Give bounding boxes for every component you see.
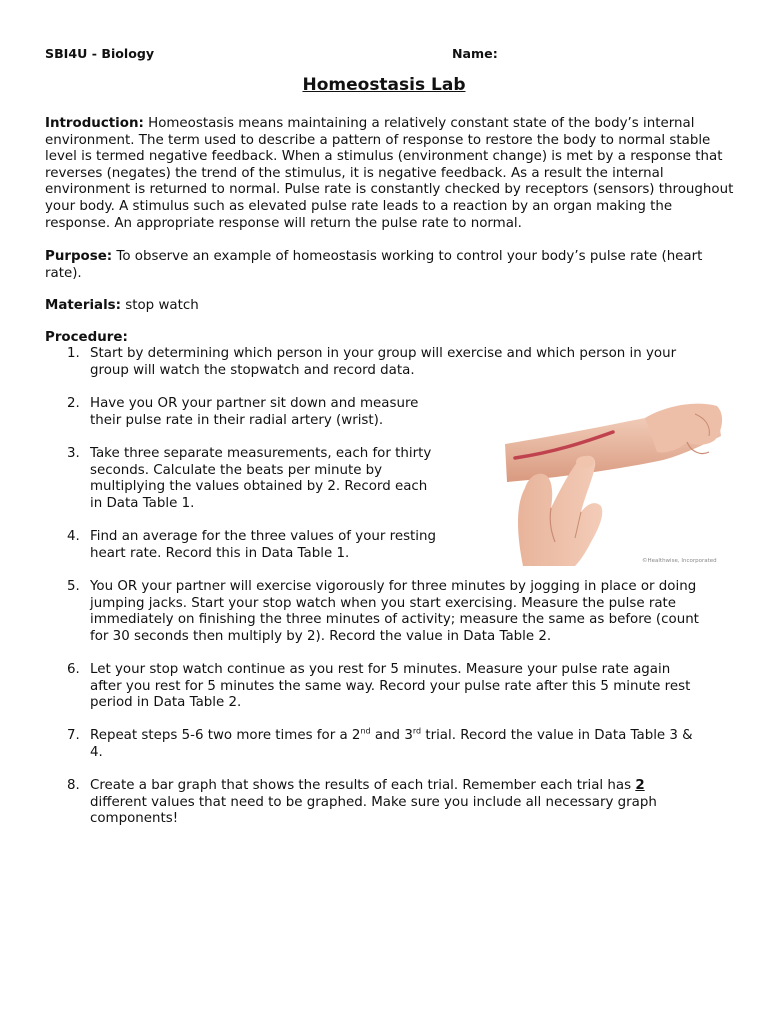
step-text: Repeat steps 5-6 two more times for a 2	[90, 728, 361, 743]
step-text: trial. Record the value in Data Table 3 &	[421, 728, 693, 743]
step-line: 4.	[90, 744, 103, 760]
introduction-label: Introduction:	[45, 116, 144, 131]
materials-paragraph	[45, 298, 735, 315]
purpose-paragraph	[45, 249, 735, 282]
step-text: Create a bar graph that shows the results of each trial. Remember each trial has	[90, 778, 636, 793]
purpose-text: To observe an example of homeostasis working to control your body’s pulse rate (heart rate).	[45, 249, 703, 281]
materials-label: Materials:	[45, 298, 121, 313]
step-line: Start by determining which person in your group will exercise and which person in your	[90, 346, 677, 361]
step-line: Let your stop watch continue as you rest for 5 minutes. Measure your pulse rate again	[90, 662, 671, 677]
emphasized-number: 2	[635, 778, 645, 793]
step-line: period in Data Table 2.	[90, 695, 242, 711]
step-line: their pulse rate in their radial artery (wrist).	[90, 412, 384, 428]
step-line	[90, 728, 693, 745]
step-line: heart rate. Record this in Data Table 1.	[90, 545, 350, 561]
step-line: group will watch the stopwatch and record data.	[90, 362, 415, 378]
step-line	[90, 778, 657, 795]
step-line: after you rest for 5 minutes the same way. Record your pulse rate after this 5 minute rest	[90, 678, 691, 694]
step-line: multiplying the values obtained by 2. Record each	[90, 479, 428, 495]
introduction-paragraph	[45, 116, 735, 232]
step-line: different values that need to be graphed. Make sure you include all necessary graph	[90, 794, 657, 810]
step-line: in Data Table 1.	[90, 495, 195, 511]
step-line: jumping jacks. Start your stop watch when you start exercising. Measure the pulse rate	[90, 595, 677, 611]
step-number: 3.	[67, 446, 80, 461]
step-number: 8.	[67, 778, 80, 793]
procedure-label: Procedure:	[45, 330, 128, 345]
step-line: Have you OR your partner sit down and measure	[90, 396, 419, 411]
step-text: and 3	[370, 728, 413, 743]
step-line: Find an average for the three values of your resting	[90, 529, 437, 544]
ordinal-suffix: nd	[360, 726, 371, 736]
step-line: You OR your partner will exercise vigorously for three minutes by jogging in place or doing	[90, 579, 697, 594]
name-label: Name:	[452, 46, 498, 61]
purpose-label: Purpose:	[45, 249, 113, 264]
step-number: 6.	[67, 662, 80, 677]
step-number: 4.	[67, 529, 80, 544]
introduction-text: Homeostasis means maintaining a relatively constant state of the body’s internal environment. The term used to describe a pattern of response to restore the body to normal stable level is termed negative feedback. When a stimulus (environment change) is met by a response that reverses (negates) the trend of the stimulus, it is negative feedback. As a result the internal environment is returned to normal. Pulse rate is constantly checked by receptors (sensors) throughout your body. A stimulus such as elevated pulse rate leads to a reaction by an organ making the response. An appropriate response will return the pulse rate to normal.	[45, 116, 734, 231]
step-number: 5.	[67, 579, 80, 594]
step-line: immediately on finishing the three minutes of activity; measure the same as before (count	[90, 612, 699, 628]
page-title: Homeostasis Lab	[302, 75, 466, 95]
step-number: 7.	[67, 728, 80, 743]
step-line: for 30 seconds then multiply by 2). Record the value in Data Table 2.	[90, 628, 552, 644]
wrist-pulse-illustration	[495, 396, 725, 566]
step-line: Take three separate measurements, each for thirty	[90, 446, 432, 461]
step-line: components!	[90, 811, 179, 827]
course-label: SBI4U - Biology	[45, 46, 155, 61]
image-credit: ©Healthwise, Incorporated	[642, 558, 717, 564]
ordinal-suffix: rd	[412, 726, 422, 736]
materials-text: stop watch	[125, 298, 199, 313]
step-line: seconds. Calculate the beats per minute by	[90, 462, 383, 478]
step-number: 1.	[67, 346, 80, 361]
step-number: 2.	[67, 396, 80, 411]
